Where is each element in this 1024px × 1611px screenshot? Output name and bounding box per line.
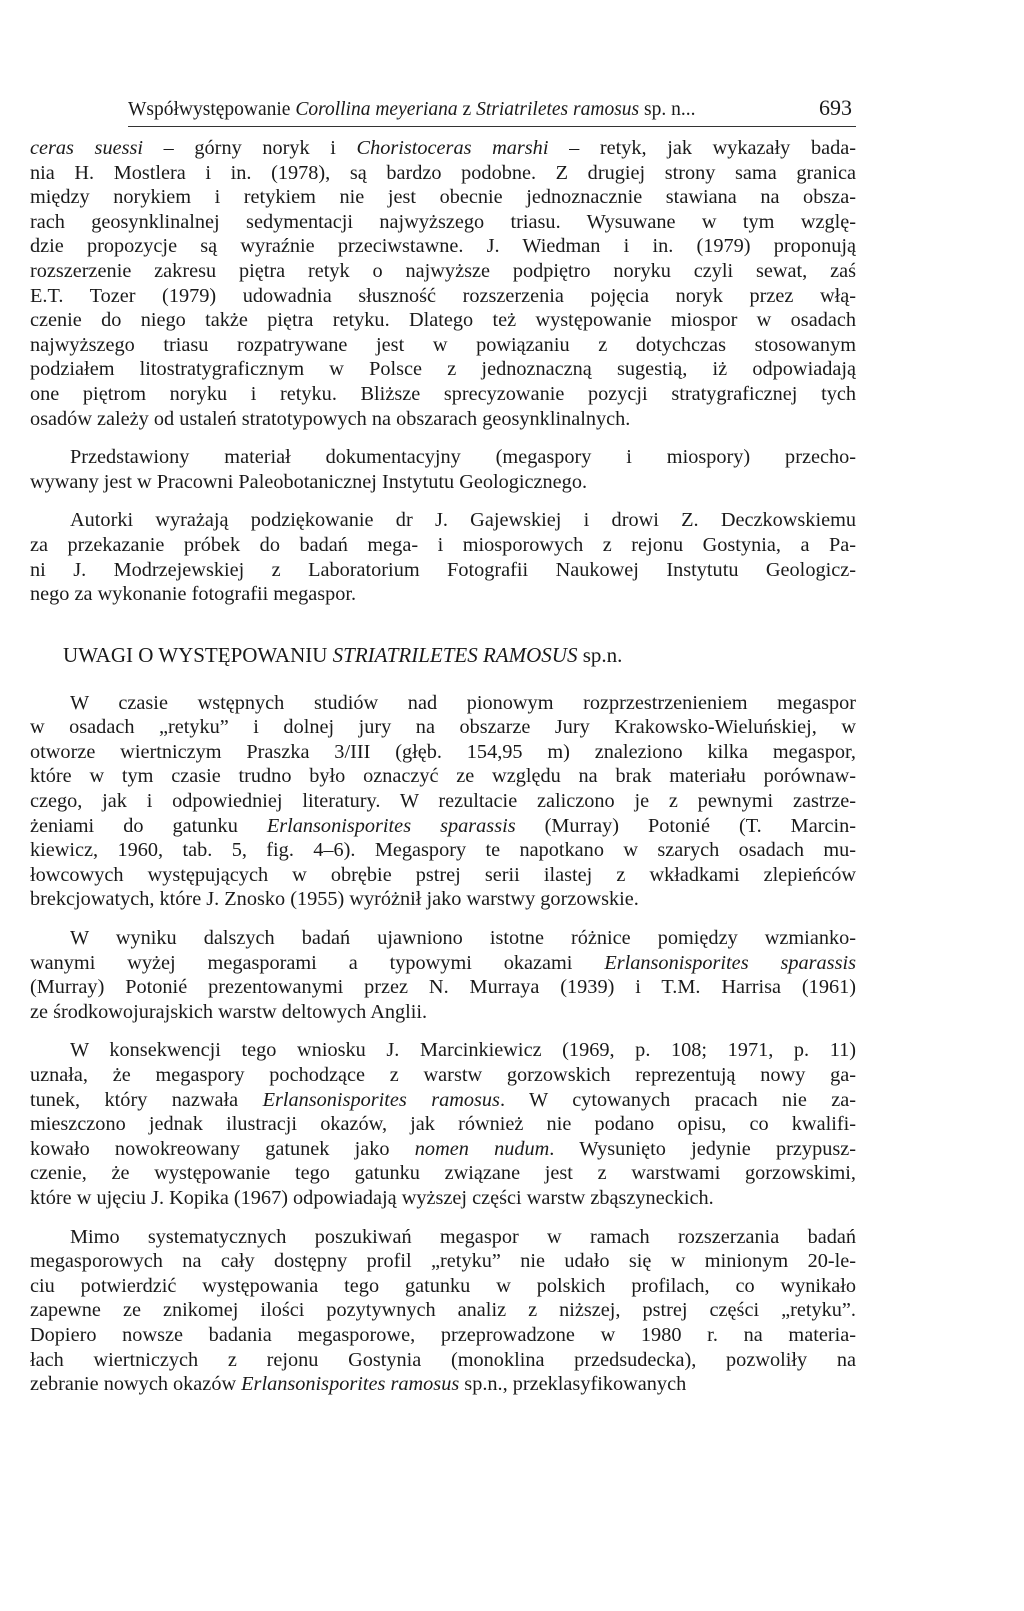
running-head-species-2: Striatriletes ramosus: [476, 99, 640, 120]
text-run: za przekazanie próbek do badań mega- i miosporowych z rejonu Gostynia, a Pa-: [30, 533, 856, 556]
text-run: – górny noryk i: [143, 137, 357, 159]
text-line: [30, 382, 856, 407]
section-heading-species: STRIATRILETES RAMOSUS: [332, 642, 578, 667]
text-run: rozszerzenie zakresu piętra retyk o najwyższe podpiętro noryku czyli sewat, zaś: [30, 259, 856, 282]
running-head-suffix: sp. n...: [639, 99, 696, 120]
text-line: [30, 136, 856, 161]
paragraph-gap: [30, 1211, 856, 1225]
section-heading-text: UWAGI O WYSTĘPOWANIU: [63, 642, 333, 667]
text-run: one piętrom noryku i retyku. Bliższe sprecyzowanie pozycji stratygraficznej tych: [30, 382, 856, 405]
running-head-connector: z: [457, 99, 477, 120]
text-line: [30, 210, 856, 235]
text-line: [30, 1088, 856, 1113]
paragraph-acknowledgements: [30, 494, 856, 606]
text-line: [30, 234, 856, 259]
text-run: kiewicz, 1960, tab. 5, fig. 4–6). Megaspory te napotkano w szarych osadach mu-: [30, 839, 856, 862]
text-run: które w ujęciu J. Kopika (1967) odpowiadają wyższej części warstw zbąszyneckich.: [30, 1186, 714, 1209]
italic-term: Choristoceras marshi: [356, 137, 549, 159]
paragraph-material: [30, 431, 856, 494]
text-line: [30, 1225, 856, 1250]
text-run: zapewne ze znikomej ilości pozytywnych analiz z niższej, pstrej części „retyku”.: [30, 1299, 856, 1322]
text-line: [30, 1112, 856, 1137]
text-line: [30, 1137, 856, 1162]
text-run: Autorki wyrażają podziękowanie dr J. Gajewskiej i drowi Z. Deczkowskiemu: [70, 509, 856, 532]
text-line: [30, 185, 856, 210]
italic-term: ceras suessi: [30, 137, 144, 159]
text-run: tunek, który nazwała: [30, 1088, 263, 1111]
paragraph-further-research: [30, 912, 856, 1024]
text-run: łach wiertniczych z rejonu Gostynia (monoklina przedsudecka), pozwoliły na: [30, 1348, 856, 1371]
paragraph-gap: [30, 1024, 856, 1038]
text-line: [30, 887, 856, 912]
paragraph-recent-findings: [30, 1211, 856, 1397]
text-run: czego, jak i odpowiedniej literatury. W rezultacie zaliczono je z pewnymi zastrze-: [30, 790, 856, 813]
text-run: Mimo systematycznych poszukiwań megaspor w ramach rozszerzania badań: [70, 1225, 856, 1248]
text-run: podziałem litostratygraficznym w Polsce z jednoznaczną sugestią, iż odpowiadają: [30, 358, 856, 381]
text-line: [30, 764, 856, 789]
text-run: (Murray) Potonié (T. Marcin-: [515, 814, 856, 837]
text-line: [30, 715, 856, 740]
text-line: [30, 445, 856, 470]
text-line: [30, 926, 856, 951]
text-line: [30, 1249, 856, 1274]
italic-term: Erlansonisporites sparassis: [266, 814, 516, 837]
text-line: [30, 789, 856, 814]
text-line: [30, 838, 856, 863]
running-head: [128, 95, 852, 122]
paragraph-consequence: [30, 1024, 856, 1210]
text-run: ciu potwierdzić występowania tego gatunku w polskich profilach, co wynikało: [30, 1274, 856, 1297]
text-run: które w tym czasie trudno było oznaczyć ze względu na brak materiału porównaw-: [30, 765, 856, 788]
text-run: sp.n., przeklasyfikowanych: [459, 1373, 687, 1396]
text-line: [30, 333, 856, 358]
text-line: [30, 951, 856, 976]
text-run: zebranie nowych okazów: [30, 1373, 242, 1396]
text-run: nia H. Mostlera i in. (1978), są bardzo podobne. Z drugiej strony sama granica: [30, 161, 856, 184]
paragraph-stratigraphy: [30, 136, 856, 431]
text-line: [30, 1323, 856, 1348]
text-line: [30, 407, 856, 432]
section-heading: [30, 625, 856, 685]
text-line: [30, 161, 856, 186]
text-run: W czasie wstępnych studiów nad pionowym rozprzestrzenieniem megaspor: [70, 691, 856, 714]
text-run: osadów zależy od ustaleń stratotypowych na obszarach geosynklinalnych.: [30, 407, 631, 430]
text-run: (Murray) Potonié prezentowanymi przez N. Murraya (1939) i T.M. Harrisa (1961): [30, 976, 856, 999]
text-line: [30, 814, 856, 839]
page-number: 693: [819, 95, 852, 120]
text-run: otworze wiertniczym Praszka 3/III (głęb. 154,95 m) znaleziono kilka megaspor,: [30, 740, 856, 763]
text-line: [30, 470, 856, 495]
text-line: [30, 1274, 856, 1299]
italic-term: Erlansonisporites sparassis: [604, 951, 856, 974]
text-run: w osadach „retyku” i dolnej jury na obszarze Jury Krakowsko-Wieluńskiej, w: [30, 716, 856, 739]
paragraph-gap: [30, 431, 856, 445]
text-line: [30, 975, 856, 1000]
running-head-species-1: Corollina meyeriana: [295, 99, 458, 120]
text-line: [30, 863, 856, 888]
header-rule: [128, 126, 856, 127]
text-run: W wyniku dalszych badań ujawniono istotne różnice pomiędzy wzmianko-: [70, 927, 856, 950]
text-line: [30, 308, 856, 333]
text-run: brekcjowatych, które J. Znosko (1955) wyróżnił jako warstwy gorzowskie.: [30, 888, 639, 911]
text-line: [30, 582, 856, 607]
italic-term: Erlansonisporites ramosus: [262, 1088, 500, 1111]
italic-term: Erlansonisporites ramosus: [241, 1373, 460, 1396]
text-line: [30, 533, 856, 558]
paragraph-gap: [30, 494, 856, 508]
text-line: [30, 1000, 856, 1025]
text-run: E.T. Tozer (1979) udowadnia słuszność rozszerzenia pojęcia noryk przez włą-: [30, 284, 856, 307]
text-run: – retyk, jak wykazały bada-: [548, 137, 856, 159]
text-run: mieszczono jednak ilustracji okazów, jak również nie podano opisu, co kwalifi-: [30, 1113, 856, 1136]
text-line: [30, 284, 856, 309]
body-text: [30, 136, 856, 1397]
text-line: [30, 558, 856, 583]
text-run: czenie, że występowanie tego gatunku związane jest z warstwami gorzowskimi,: [30, 1162, 856, 1185]
text-line: [30, 357, 856, 382]
text-run: żeniami do gatunku: [30, 814, 267, 837]
text-run: łowcowych występujących w obrębie pstrej serii ilastej z wkładkami zlepieńców: [30, 863, 856, 886]
text-line: [30, 259, 856, 284]
text-run: Dopiero nowsze badania megasporowe, przeprowadzone w 1980 r. na materia-: [30, 1323, 856, 1346]
text-line: [30, 1186, 856, 1211]
text-run: . Wysunięto jedynie przypusz-: [549, 1137, 856, 1160]
text-run: dzie propozycje są wyraźnie przeciwstawne. J. Wiedman i in. (1979) proponują: [30, 235, 856, 258]
text-run: wanymi wyżej megasporami a typowymi okazami: [30, 951, 605, 974]
text-line: [30, 1372, 856, 1397]
text-run: ni J. Modrzejewskiej z Laboratorium Fotografii Naukowej Instytutu Geologicz-: [30, 558, 856, 581]
text-line: [30, 1063, 856, 1088]
text-run: czenie do niego także piętra retyku. Dlatego też występowanie miospor w osadach: [30, 309, 856, 332]
text-run: W konsekwencji tego wniosku J. Marcinkiewicz (1969, p. 108; 1971, p. 11): [70, 1039, 856, 1062]
paragraph-gap: [30, 912, 856, 926]
text-line: [30, 1161, 856, 1186]
text-run: rach geosynklinalnej sedymentacji najwyższego triasu. Wysuwane w tym wzglę-: [30, 210, 856, 233]
text-run: między norykiem i retykiem nie jest obecnie jednoznacznie stawiana na obsza-: [30, 186, 856, 209]
text-line: [30, 1038, 856, 1063]
text-run: . W cytowanych pracach nie za-: [499, 1088, 856, 1111]
text-line: [30, 1298, 856, 1323]
text-line: [30, 740, 856, 765]
paragraph-initial-studies: [30, 691, 856, 912]
text-run: megasporowych na cały dostępny profil „retyku” nie udało się w minionym 20-le-: [30, 1250, 856, 1273]
text-run: Przedstawiony materiał dokumentacyjny (megaspory i miospory) przecho-: [70, 446, 856, 469]
text-line: [30, 691, 856, 716]
running-head-text: Współwystępowanie: [128, 99, 296, 120]
text-run: najwyższego triasu rozpatrywane jest w powiązaniu z dotychczas stosowanym: [30, 333, 856, 356]
text-line: [30, 508, 856, 533]
text-line: [30, 1348, 856, 1373]
text-run: wywany jest w Pracowni Paleobotanicznej Instytutu Geologicznego.: [30, 470, 588, 493]
text-run: kowało nowokreowany gatunek jako: [30, 1137, 415, 1160]
italic-term: nomen nudum: [414, 1137, 550, 1160]
text-run: ze środkowojurajskich warstw deltowych Anglii.: [30, 1000, 428, 1023]
text-run: nego za wykonanie fotografii megaspor.: [30, 583, 357, 606]
section-heading-suffix: sp.n.: [577, 642, 623, 667]
text-run: uznała, że megaspory pochodzące z warstw gorzowskich reprezentują nowy ga-: [30, 1064, 856, 1086]
